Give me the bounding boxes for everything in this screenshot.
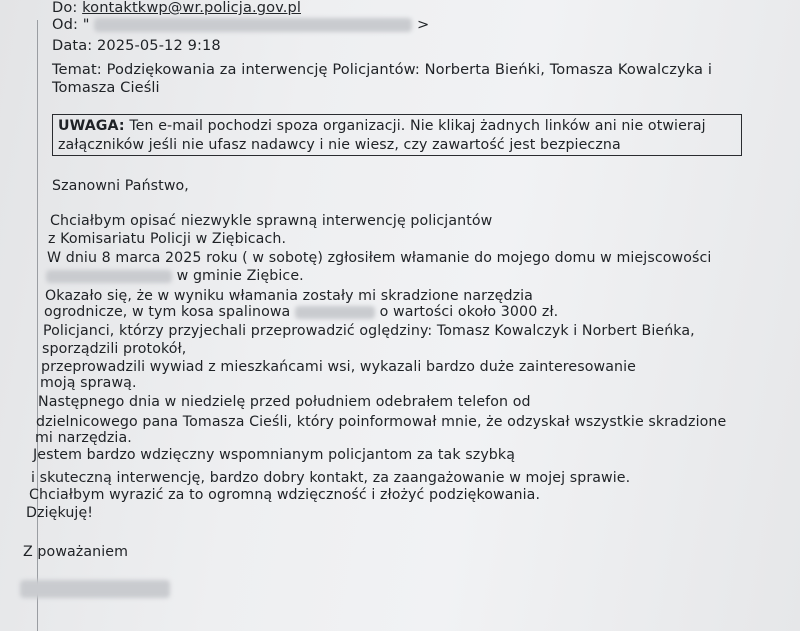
signature-row	[20, 580, 170, 598]
warning-line-1	[58, 117, 706, 135]
body-line: Dziękuję!	[26, 505, 94, 521]
body-line: mi narzędzia.	[35, 430, 132, 446]
date-value: 2025-05-12 9:18	[97, 37, 221, 54]
subject-label: Temat:	[52, 61, 102, 78]
body-line: W dniu 8 marca 2025 roku ( w sobotę) zgłosiłem włamanie do mojego domu w miejscowości	[47, 250, 712, 266]
body-line: Chciałbym opisać niezwykle sprawną interwencję policjantów	[50, 213, 493, 229]
redacted-sender	[94, 18, 412, 32]
greeting: Szanowni Państwo,	[52, 178, 189, 194]
date-label: Data:	[52, 37, 93, 54]
redacted-brand	[295, 306, 375, 319]
to-row	[52, 0, 301, 17]
body-line: przeprowadzili wywiad z mieszkańcami wsi, wykazali bardzo duże zainteresowanie	[41, 359, 636, 375]
margin-line	[37, 20, 38, 631]
body-line: z Komisariatu Policji w Ziębicach.	[48, 231, 287, 247]
from-close: >	[417, 16, 430, 33]
body-line: Chciałbym wyrazić za to ogromną wdzięczność i złożyć podziękowania.	[29, 487, 541, 503]
body-line: moją sprawą.	[40, 375, 137, 391]
body-line	[46, 267, 304, 285]
from-row	[52, 16, 429, 34]
body-line	[44, 303, 558, 321]
date-row	[52, 37, 221, 55]
body-line: dzielnicowego pana Tomasza Cieśli, który poinformował mnie, że odzyskał wszystkie skradzione	[36, 414, 727, 430]
from-label: Od:	[52, 16, 78, 33]
body-line: i skuteczną interwencję, bardzo dobry kontakt, za zaangażowanie w mojej sprawie.	[31, 470, 631, 486]
subject-row	[52, 61, 712, 79]
redacted-village	[46, 270, 172, 283]
body-line: Jestem bardzo wdzięczny wspomnianym policjantom za tak szybką	[33, 447, 516, 463]
subject-text: Podziękowania za interwencję Policjantów: Norberta Bieńki, Tomasza Kowalczyka i	[106, 61, 712, 78]
from-open-quote: "	[82, 16, 90, 33]
body-line: sporządzili protokół,	[42, 341, 187, 357]
warning-label: UWAGA:	[58, 118, 125, 134]
warning-line-2: załączników jeśli nie ufasz nadawcy i nie wiesz, czy zawartość jest bezpieczna	[58, 137, 621, 153]
body-text: ogrodnicze, w tym kosa spalinowa	[44, 304, 291, 320]
body-line: Okazało się, że w wyniku włamania zostały mi skradzione narzędzia	[45, 288, 533, 304]
body-line: Następnego dnia w niedzielę przed południem odebrałem telefon od	[38, 394, 531, 410]
body-line: Policjanci, którzy przyjechali przeprowadzić oględziny: Tomasz Kowalczyk i Norbert Bieńka,	[43, 323, 695, 339]
body-text: w gminie Ziębice.	[176, 268, 304, 284]
body-text: o wartości około 3000 zł.	[379, 304, 559, 320]
to-label: Do:	[52, 0, 78, 16]
to-address-link[interactable]: kontaktkwp@wr.policja.gov.pl	[82, 0, 301, 16]
subject-continuation: Tomasza Cieśli	[52, 79, 160, 96]
closing: Z poważaniem	[23, 544, 129, 560]
warning-text: Ten e-mail pochodzi spoza organizacji. Nie klikaj żadnych linków ani nie otwieraj	[129, 118, 706, 134]
redacted-signature	[20, 580, 170, 598]
